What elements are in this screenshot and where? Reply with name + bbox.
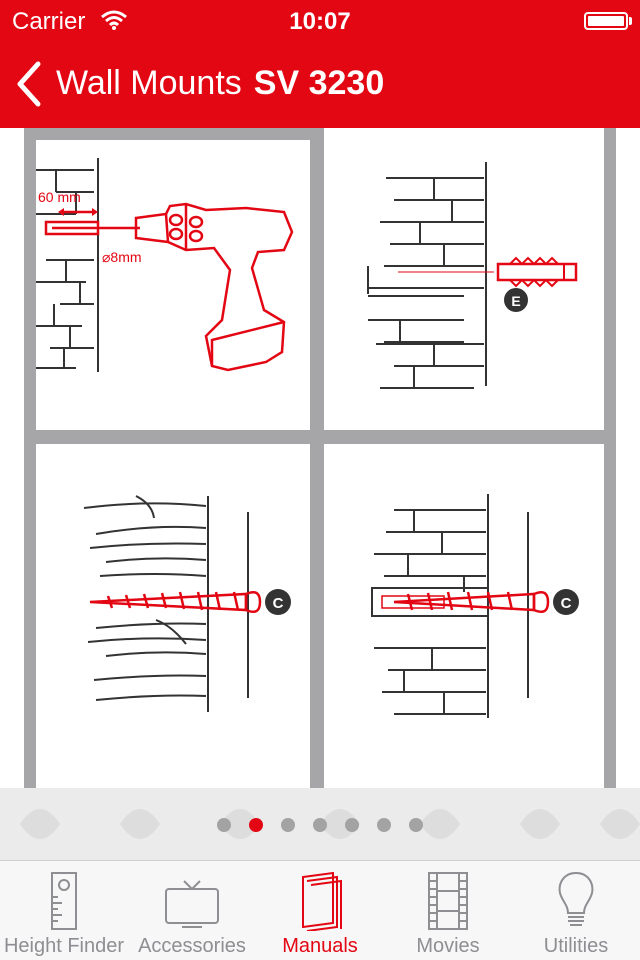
step-wood-screw-panel [36,444,310,788]
book-icon [295,871,345,931]
navigation-bar [0,40,640,128]
page-dots[interactable] [0,818,640,832]
page-title [56,64,384,103]
instruction-grid [24,128,616,788]
height-finder-icon [44,871,84,931]
page-indicator-area [0,788,640,860]
wall-plug-illustration [324,128,604,430]
battery-tip [629,17,632,25]
page-dot[interactable] [345,818,359,832]
title-text: Wall Mounts [56,64,242,102]
status-time: 10:07 [289,8,351,35]
tab-movies[interactable] [384,861,512,960]
page-dot-active[interactable] [249,818,263,832]
plug-screw-badge: C [560,595,572,612]
lightbulb-icon [556,871,596,931]
tab-manuals[interactable] [256,861,384,960]
wood-screw-badge: C [272,595,284,612]
step-drill-panel [36,140,310,430]
drill-diameter-label: ⌀8mm [102,249,142,265]
step-plug-panel [324,128,604,430]
tab-label: Height Finder [3,935,125,957]
model-number: SV 3230 [253,64,385,102]
tab-bar [0,860,640,960]
tab-utilities[interactable] [512,861,640,960]
tab-accessories[interactable] [128,861,256,960]
page-dot[interactable] [281,818,295,832]
drill-illustration [36,140,310,430]
tab-label: Accessories [138,935,246,957]
status-bar [0,0,640,40]
tab-label: Movies [416,935,480,957]
wood-screw-illustration [36,444,310,788]
plug-badge: E [511,293,521,309]
manual-page[interactable] [0,128,640,788]
tab-height-finder[interactable] [0,861,128,960]
page-dot[interactable] [377,818,391,832]
step-plug-screw-panel [324,444,604,788]
film-icon [423,871,473,931]
page-dot[interactable] [313,818,327,832]
tab-label: Utilities [543,935,609,957]
app-header [0,0,640,128]
tv-icon [162,871,222,931]
carrier-label: Carrier [12,8,86,35]
tab-label: Manuals [282,935,358,957]
drill-depth-label: 60 mm [38,189,81,205]
page-dot[interactable] [409,818,423,832]
page-tab-marker [36,128,90,140]
plug-screw-illustration [324,444,604,788]
page-dot[interactable] [217,818,231,832]
battery-icon [584,12,628,30]
back-chevron-icon[interactable] [14,60,46,108]
